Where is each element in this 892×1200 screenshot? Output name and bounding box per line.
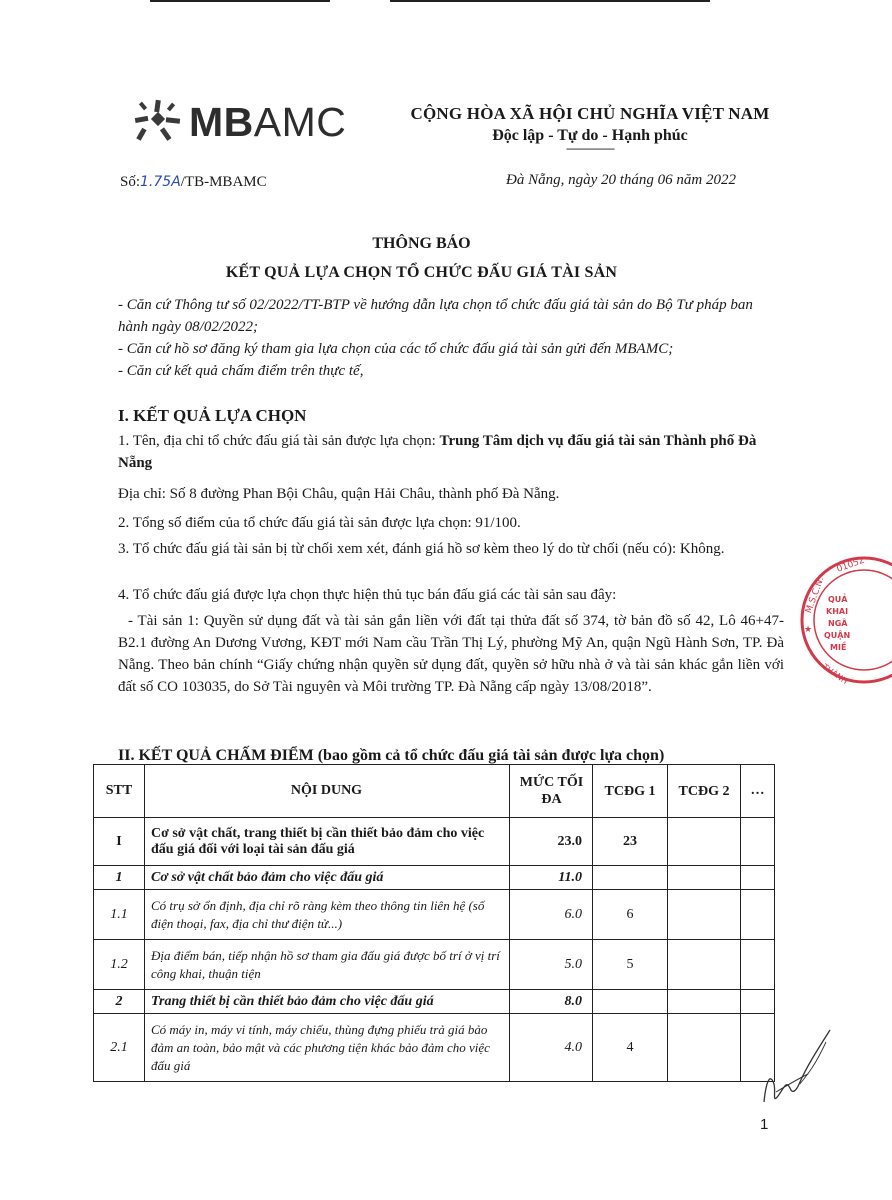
table-header-row	[94, 765, 775, 818]
table-row: 1 Cơ sở vật chất bảo đảm cho việc đấu giá 11.0	[94, 866, 775, 890]
asset-description: - Tài sản 1: Quyền sử dụng đất và tài sản gắn liền với đất tại thửa đất số 374, tờ bản đồ số 42, Lô 46+47-B2.1 đường An Dương Vương, KĐT mới Nam cầu Trần Thị Lý, phường Mỹ An, quận Ngũ Hành Sơn, TP. Đà Nẵng. Theo bản chính “Giấy chứng nhận quyền sử dụng đất, quyền sở hữu nhà ở và tài sản khác gắn liền với đất số CO 103035, do Sở Tài nguyên và Môi trường TP. Đà Nẵng cấp ngày 13/08/2018”.	[118, 613, 784, 695]
rejected-organizations: 3. Tổ chức đấu giá tài sản bị từ chối xem xét, đánh giá hồ sơ kèm theo lý do từ chối (nếu có): Không.	[118, 541, 725, 557]
svg-text:MIỀ: MIỀ	[830, 643, 847, 652]
table-row: 1.1 Có trụ sở ổn định, địa chỉ rõ ràng kèm theo thông tin liên hệ (số điện thoại, fax, địa chỉ thư điện tử...) 6.0 6	[94, 890, 775, 940]
svg-text:NGÂ: NGÂ	[828, 619, 848, 628]
table-row: 1.2 Địa điểm bán, tiếp nhận hồ sơ tham gia đấu giá được bố trí ở vị trí công khai, thuận tiện 5.0 5	[94, 940, 775, 990]
mbamc-star-logo-icon	[133, 98, 183, 144]
country-name: CỘNG HÒA XÃ HỘI CHỦ NGHĨA VIỆT NAM	[410, 104, 770, 123]
column-header: …	[741, 765, 775, 818]
svg-text:THÀNH: THÀNH	[820, 662, 850, 686]
company-logo	[133, 96, 373, 148]
top-edge-line	[150, 0, 330, 2]
national-motto: Độc lập - Tự do - Hạnh phúc	[492, 127, 688, 144]
page-number: 1	[760, 1116, 769, 1133]
handwritten-number: 1.75A	[140, 174, 181, 190]
legal-bases	[118, 294, 778, 382]
handwritten-signature	[756, 1022, 836, 1112]
document-title: THÔNG BÁO	[372, 235, 471, 252]
svg-text:QUẬN: QUẬN	[824, 631, 851, 640]
svg-text:QUẢ: QUẢ	[828, 595, 848, 604]
column-header: STT	[94, 765, 145, 818]
svg-text:M.S.C.N:: M.S.C.N:	[804, 575, 827, 615]
column-header: NỘI DUNG	[145, 765, 510, 818]
table-row: 2.1 Có máy in, máy vi tính, máy chiếu, thùng đựng phiếu trả giá bảo đảm an toàn, bảo mật và các phương tiện khác bảo đảm cho việc đấu giá 4.0 4	[94, 1014, 775, 1082]
legal-basis-item: - Căn cứ hồ sơ đăng ký tham gia lựa chọn của các tổ chức đấu giá tài sản gửi đến MBAMC;	[118, 341, 674, 357]
legal-basis-item: - Căn cứ kết quả chấm điểm trên thực tế,	[118, 363, 364, 379]
logo-wordmark: MBAMC	[189, 99, 347, 145]
total-score: 2. Tổng số điểm của tổ chức đấu giá tài sản được lựa chọn: 91/100.	[118, 515, 521, 531]
national-header	[380, 104, 800, 156]
organization-address: Địa chỉ: Số 8 đường Phan Bội Châu, quận Hải Châu, thành phố Đà Nẵng.	[118, 486, 560, 502]
section-heading: II. KẾT QUẢ CHẤM ĐIỂM (bao gồm cả tổ chức đấu giá tài sản được lựa chọn)	[118, 747, 665, 764]
document-subtitle: KẾT QUẢ LỰA CHỌN TỔ CHỨC ĐẤU GIÁ TÀI SẢN	[225, 264, 618, 281]
column-header: TCĐG 1	[593, 765, 668, 818]
column-header: MỨC TỐI ĐA	[510, 765, 593, 818]
place-date: Đà Nẵng, ngày 20 tháng 06 năm 2022	[506, 172, 736, 188]
assets-intro: 4. Tổ chức đấu giá được lựa chọn thực hiện thủ tục bán đấu giá các tài sản sau đây:	[118, 587, 617, 603]
table-row: 2 Trang thiết bị cần thiết bảo đảm cho việc đấu giá 8.0	[94, 990, 775, 1014]
column-header: TCĐG 2	[668, 765, 741, 818]
top-edge-line	[390, 0, 710, 2]
official-seal-stamp	[792, 550, 892, 690]
svg-text:★: ★	[804, 625, 813, 635]
svg-text:01052: 01052	[835, 555, 866, 575]
svg-text:KHAI: KHAI	[826, 607, 849, 616]
table-row: I Cơ sở vật chất, trang thiết bị cần thiết bảo đảm cho việc đấu giá đối với loại tài sản đấu giá 23.0 23	[94, 818, 775, 866]
legal-basis-item: - Căn cứ Thông tư số 02/2022/TT-BTP về hướng dẫn lựa chọn tổ chức đấu giá tài sản do Bộ Tư pháp ban hành ngày 08/02/2022;	[118, 297, 753, 335]
selected-organization: 1. Tên, địa chỉ tổ chức đấu giá tài sản được lựa chọn: Trung Tâm dịch vụ đấu giá tài sản Thành phố Đà Nẵng	[118, 433, 757, 471]
score-table	[93, 764, 775, 1082]
document-number: Số:1.75A/TB-MBAMC	[120, 174, 267, 190]
section-heading: I. KẾT QUẢ LỰA CHỌN	[118, 406, 307, 425]
motto-divider: ----------------	[566, 141, 614, 155]
